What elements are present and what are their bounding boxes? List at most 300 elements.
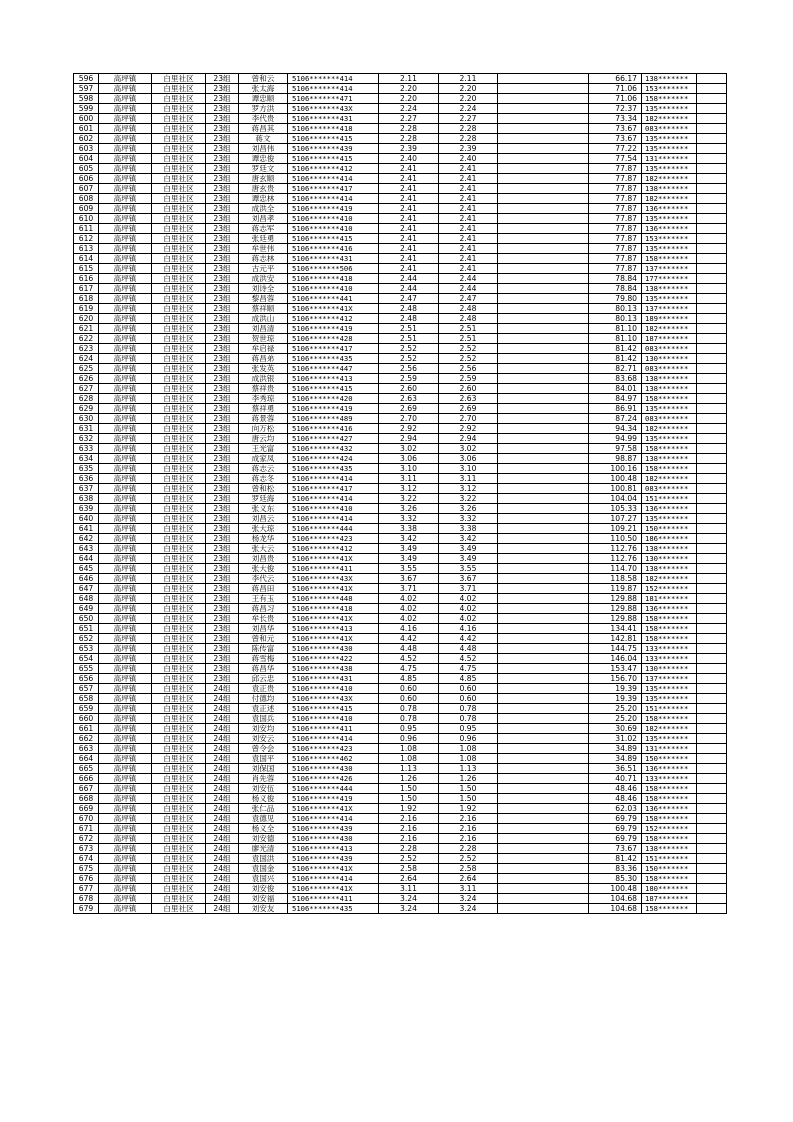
row-number: 628 <box>74 394 99 404</box>
area-cell: 3.06 <box>379 454 439 464</box>
group-cell: 23组 <box>206 244 239 254</box>
name-cell: 蒋昌其 <box>239 124 288 134</box>
blank-cell <box>498 474 589 484</box>
blank-cell-2 <box>697 644 727 654</box>
community-cell: 白里社区 <box>152 764 206 774</box>
id-number-cell: 5106*******414 <box>288 474 379 484</box>
table-row <box>74 354 727 364</box>
area-confirmed-cell: 4.16 <box>439 624 498 634</box>
town-cell: 高坪镇 <box>99 294 152 304</box>
blank-cell <box>498 754 589 764</box>
community-cell: 白里社区 <box>152 634 206 644</box>
phone-cell: 137******* <box>642 674 697 684</box>
blank-cell <box>498 614 589 624</box>
table-row <box>74 784 727 794</box>
name-cell: 曾令会 <box>239 744 288 754</box>
name-cell: 张廷勇 <box>239 234 288 244</box>
group-cell: 23组 <box>206 484 239 494</box>
table-row <box>74 644 727 654</box>
table-row <box>74 204 727 214</box>
blank-cell <box>498 554 589 564</box>
table-row <box>74 854 727 864</box>
phone-cell: 158******* <box>642 634 697 644</box>
amount-cell: 153.47 <box>589 664 642 674</box>
blank-cell-2 <box>697 694 727 704</box>
community-cell: 白里社区 <box>152 214 206 224</box>
id-number-cell: 5106*******418 <box>288 274 379 284</box>
row-number: 638 <box>74 494 99 504</box>
blank-cell-2 <box>697 474 727 484</box>
town-cell: 高坪镇 <box>99 474 152 484</box>
town-cell: 高坪镇 <box>99 174 152 184</box>
name-cell: 刘安友 <box>239 904 288 914</box>
table-row <box>74 484 727 494</box>
community-cell: 白里社区 <box>152 374 206 384</box>
row-number: 612 <box>74 234 99 244</box>
group-cell: 23组 <box>206 224 239 234</box>
phone-cell: 130******* <box>642 664 697 674</box>
group-cell: 24组 <box>206 724 239 734</box>
row-number: 662 <box>74 734 99 744</box>
amount-cell: 77.87 <box>589 234 642 244</box>
group-cell: 23组 <box>206 544 239 554</box>
name-cell: 刘安伍 <box>239 784 288 794</box>
table-row <box>74 864 727 874</box>
area-confirmed-cell: 3.11 <box>439 884 498 894</box>
area-cell: 2.28 <box>379 844 439 854</box>
phone-cell: 182******* <box>642 194 697 204</box>
phone-cell: 138******* <box>642 374 697 384</box>
row-number: 642 <box>74 534 99 544</box>
community-cell: 白里社区 <box>152 864 206 874</box>
area-confirmed-cell: 2.51 <box>439 324 498 334</box>
area-cell: 3.49 <box>379 544 439 554</box>
community-cell: 白里社区 <box>152 194 206 204</box>
id-number-cell: 5106*******441 <box>288 294 379 304</box>
phone-cell: 151******* <box>642 854 697 864</box>
area-confirmed-cell: 1.92 <box>439 804 498 814</box>
amount-cell: 77.22 <box>589 144 642 154</box>
area-confirmed-cell: 0.95 <box>439 724 498 734</box>
town-cell: 高坪镇 <box>99 244 152 254</box>
amount-cell: 19.39 <box>589 684 642 694</box>
area-confirmed-cell: 2.41 <box>439 214 498 224</box>
community-cell: 白里社区 <box>152 484 206 494</box>
area-confirmed-cell: 3.02 <box>439 444 498 454</box>
name-cell: 蒋昌弟 <box>239 354 288 364</box>
area-cell: 2.24 <box>379 104 439 114</box>
id-number-cell: 5106*******439 <box>288 854 379 864</box>
blank-cell <box>498 124 589 134</box>
blank-cell <box>498 844 589 854</box>
id-number-cell: 5106*******414 <box>288 494 379 504</box>
community-cell: 白里社区 <box>152 784 206 794</box>
name-cell: 张发英 <box>239 364 288 374</box>
table-row <box>74 724 727 734</box>
name-cell: 蒋志军 <box>239 224 288 234</box>
blank-cell-2 <box>697 704 727 714</box>
row-number: 643 <box>74 544 99 554</box>
blank-cell-2 <box>697 254 727 264</box>
phone-cell: 138******* <box>642 284 697 294</box>
id-number-cell: 5106*******41X <box>288 304 379 314</box>
area-confirmed-cell: 4.42 <box>439 634 498 644</box>
table-row <box>74 574 727 584</box>
area-cell: 4.16 <box>379 624 439 634</box>
table-row <box>74 904 727 914</box>
row-number: 600 <box>74 114 99 124</box>
id-number-cell: 5106*******41X <box>288 864 379 874</box>
area-confirmed-cell: 2.41 <box>439 244 498 254</box>
name-cell: 袁德见 <box>239 814 288 824</box>
id-number-cell: 5106*******439 <box>288 144 379 154</box>
phone-cell: 135******* <box>642 434 697 444</box>
area-cell: 4.85 <box>379 674 439 684</box>
group-cell: 23组 <box>206 444 239 454</box>
town-cell: 高坪镇 <box>99 864 152 874</box>
id-number-cell: 5106*******43X <box>288 104 379 114</box>
town-cell: 高坪镇 <box>99 284 152 294</box>
blank-cell-2 <box>697 574 727 584</box>
area-confirmed-cell: 2.16 <box>439 814 498 824</box>
name-cell: 付德均 <box>239 694 288 704</box>
community-cell: 白里社区 <box>152 884 206 894</box>
blank-cell <box>498 394 589 404</box>
name-cell: 谭忠林 <box>239 194 288 204</box>
amount-cell: 77.87 <box>589 214 642 224</box>
phone-cell: 136******* <box>642 204 697 214</box>
community-cell: 白里社区 <box>152 604 206 614</box>
community-cell: 白里社区 <box>152 264 206 274</box>
amount-cell: 98.87 <box>589 454 642 464</box>
table-row <box>74 534 727 544</box>
area-cell: 2.44 <box>379 274 439 284</box>
town-cell: 高坪镇 <box>99 424 152 434</box>
community-cell: 白里社区 <box>152 534 206 544</box>
town-cell: 高坪镇 <box>99 304 152 314</box>
group-cell: 23组 <box>206 214 239 224</box>
blank-cell-2 <box>697 734 727 744</box>
amount-cell: 97.58 <box>589 444 642 454</box>
community-cell: 白里社区 <box>152 774 206 784</box>
row-number: 615 <box>74 264 99 274</box>
phone-cell: 135******* <box>642 144 697 154</box>
amount-cell: 129.88 <box>589 594 642 604</box>
name-cell: 曾和松 <box>239 484 288 494</box>
row-number: 663 <box>74 744 99 754</box>
community-cell: 白里社区 <box>152 394 206 404</box>
blank-cell <box>498 214 589 224</box>
area-confirmed-cell: 2.20 <box>439 94 498 104</box>
town-cell: 高坪镇 <box>99 844 152 854</box>
town-cell: 高坪镇 <box>99 884 152 894</box>
area-confirmed-cell: 2.51 <box>439 334 498 344</box>
name-cell: 杨龙华 <box>239 534 288 544</box>
blank-cell-2 <box>697 314 727 324</box>
name-cell: 刘昌贵 <box>239 554 288 564</box>
area-cell: 3.12 <box>379 484 439 494</box>
town-cell: 高坪镇 <box>99 264 152 274</box>
area-cell: 2.41 <box>379 184 439 194</box>
id-number-cell: 5106*******414 <box>288 814 379 824</box>
table-row <box>74 694 727 704</box>
id-number-cell: 5106*******411 <box>288 894 379 904</box>
blank-cell <box>498 904 589 914</box>
id-number-cell: 5106*******430 <box>288 834 379 844</box>
row-number: 632 <box>74 434 99 444</box>
name-cell: 牟启禄 <box>239 344 288 354</box>
blank-cell-2 <box>697 784 727 794</box>
phone-cell: 138******* <box>642 74 697 84</box>
community-cell: 白里社区 <box>152 324 206 334</box>
blank-cell <box>498 504 589 514</box>
area-cell: 2.41 <box>379 234 439 244</box>
table-row <box>74 404 727 414</box>
row-number: 655 <box>74 664 99 674</box>
id-number-cell: 5106*******411 <box>288 564 379 574</box>
group-cell: 23组 <box>206 434 239 444</box>
blank-cell-2 <box>697 414 727 424</box>
area-confirmed-cell: 0.60 <box>439 694 498 704</box>
town-cell: 高坪镇 <box>99 354 152 364</box>
phone-cell: 158******* <box>642 794 697 804</box>
area-cell: 1.13 <box>379 764 439 774</box>
row-number: 635 <box>74 464 99 474</box>
area-cell: 3.67 <box>379 574 439 584</box>
community-cell: 白里社区 <box>152 294 206 304</box>
group-cell: 24组 <box>206 834 239 844</box>
name-cell: 王光富 <box>239 444 288 454</box>
community-cell: 白里社区 <box>152 834 206 844</box>
area-cell: 0.60 <box>379 684 439 694</box>
community-cell: 白里社区 <box>152 674 206 684</box>
id-number-cell: 5106*******431 <box>288 674 379 684</box>
area-confirmed-cell: 3.24 <box>439 904 498 914</box>
town-cell: 高坪镇 <box>99 684 152 694</box>
id-number-cell: 5106*******41X <box>288 804 379 814</box>
area-confirmed-cell: 2.28 <box>439 844 498 854</box>
phone-cell: 135******* <box>642 164 697 174</box>
area-confirmed-cell: 4.48 <box>439 644 498 654</box>
area-cell: 0.78 <box>379 714 439 724</box>
table-row <box>74 414 727 424</box>
amount-cell: 156.70 <box>589 674 642 684</box>
phone-cell: 131******* <box>642 744 697 754</box>
id-number-cell: 5106*******417 <box>288 184 379 194</box>
blank-cell <box>498 464 589 474</box>
phone-cell: 181******* <box>642 594 697 604</box>
phone-cell: 150******* <box>642 864 697 874</box>
blank-cell-2 <box>697 904 727 914</box>
name-cell: 刘安福 <box>239 894 288 904</box>
community-cell: 白里社区 <box>152 624 206 634</box>
phone-cell: 158******* <box>642 784 697 794</box>
phone-cell: 150******* <box>642 524 697 534</box>
community-cell: 白里社区 <box>152 384 206 394</box>
area-confirmed-cell: 2.44 <box>439 284 498 294</box>
table-row <box>74 614 727 624</box>
area-confirmed-cell: 2.41 <box>439 234 498 244</box>
name-cell: 成洪全 <box>239 204 288 214</box>
community-cell: 白里社区 <box>152 684 206 694</box>
community-cell: 白里社区 <box>152 644 206 654</box>
amount-cell: 19.39 <box>589 694 642 704</box>
blank-cell-2 <box>697 804 727 814</box>
area-confirmed-cell: 2.41 <box>439 264 498 274</box>
blank-cell-2 <box>697 294 727 304</box>
community-cell: 白里社区 <box>152 254 206 264</box>
id-number-cell: 5106*******426 <box>288 774 379 784</box>
name-cell: 刘昌清 <box>239 324 288 334</box>
blank-cell <box>498 794 589 804</box>
id-number-cell: 5106*******410 <box>288 504 379 514</box>
community-cell: 白里社区 <box>152 474 206 484</box>
town-cell: 高坪镇 <box>99 574 152 584</box>
group-cell: 24组 <box>206 764 239 774</box>
table-row <box>74 314 727 324</box>
blank-cell-2 <box>697 234 727 244</box>
community-cell: 白里社区 <box>152 594 206 604</box>
community-cell: 白里社区 <box>152 854 206 864</box>
area-cell: 2.70 <box>379 414 439 424</box>
phone-cell: 182******* <box>642 324 697 334</box>
group-cell: 23组 <box>206 354 239 364</box>
area-cell: 4.52 <box>379 654 439 664</box>
area-confirmed-cell: 2.16 <box>439 824 498 834</box>
town-cell: 高坪镇 <box>99 724 152 734</box>
blank-cell <box>498 664 589 674</box>
town-cell: 高坪镇 <box>99 654 152 664</box>
group-cell: 23组 <box>206 134 239 144</box>
blank-cell-2 <box>697 324 727 334</box>
row-number: 622 <box>74 334 99 344</box>
row-number: 634 <box>74 454 99 464</box>
name-cell: 蒋雪梅 <box>239 654 288 664</box>
id-number-cell: 5106*******43X <box>288 694 379 704</box>
town-cell: 高坪镇 <box>99 374 152 384</box>
id-number-cell: 5106*******410 <box>288 284 379 294</box>
table-row <box>74 604 727 614</box>
row-number: 670 <box>74 814 99 824</box>
table-row <box>74 684 727 694</box>
amount-cell: 80.13 <box>589 314 642 324</box>
table-row <box>74 554 727 564</box>
blank-cell-2 <box>697 664 727 674</box>
id-number-cell: 5106*******410 <box>288 214 379 224</box>
row-number: 677 <box>74 884 99 894</box>
community-cell: 白里社区 <box>152 584 206 594</box>
area-cell: 2.28 <box>379 124 439 134</box>
phone-cell: 135******* <box>642 134 697 144</box>
community-cell: 白里社区 <box>152 154 206 164</box>
phone-cell: 153******* <box>642 84 697 94</box>
row-number: 609 <box>74 204 99 214</box>
blank-cell-2 <box>697 874 727 884</box>
phone-cell: 158******* <box>642 614 697 624</box>
community-cell: 白里社区 <box>152 724 206 734</box>
amount-cell: 129.88 <box>589 604 642 614</box>
community-cell: 白里社区 <box>152 464 206 474</box>
area-confirmed-cell: 4.02 <box>439 594 498 604</box>
id-number-cell: 5106*******414 <box>288 514 379 524</box>
blank-cell-2 <box>697 104 727 114</box>
town-cell: 高坪镇 <box>99 184 152 194</box>
town-cell: 高坪镇 <box>99 564 152 574</box>
area-cell: 2.27 <box>379 114 439 124</box>
community-cell: 白里社区 <box>152 74 206 84</box>
table-row <box>74 804 727 814</box>
area-cell: 4.42 <box>379 634 439 644</box>
blank-cell-2 <box>697 454 727 464</box>
blank-cell <box>498 244 589 254</box>
table-row <box>74 384 727 394</box>
area-confirmed-cell: 3.26 <box>439 504 498 514</box>
row-number: 603 <box>74 144 99 154</box>
area-cell: 2.48 <box>379 314 439 324</box>
area-confirmed-cell: 3.12 <box>439 484 498 494</box>
group-cell: 24组 <box>206 784 239 794</box>
name-cell: 蔡祥贵 <box>239 384 288 394</box>
area-confirmed-cell: 2.47 <box>439 294 498 304</box>
id-number-cell: 5106*******417 <box>288 344 379 354</box>
community-cell: 白里社区 <box>152 414 206 424</box>
area-cell: 1.08 <box>379 754 439 764</box>
amount-cell: 110.50 <box>589 534 642 544</box>
name-cell: 刘安德 <box>239 834 288 844</box>
area-confirmed-cell: 3.10 <box>439 464 498 474</box>
table-row <box>74 674 727 684</box>
table-row <box>74 474 727 484</box>
amount-cell: 66.17 <box>589 74 642 84</box>
area-confirmed-cell: 2.41 <box>439 254 498 264</box>
blank-cell <box>498 84 589 94</box>
table-row <box>74 74 727 84</box>
amount-cell: 134.41 <box>589 624 642 634</box>
blank-cell <box>498 264 589 274</box>
amount-cell: 85.30 <box>589 874 642 884</box>
row-number: 626 <box>74 374 99 384</box>
amount-cell: 77.54 <box>589 154 642 164</box>
area-confirmed-cell: 3.24 <box>439 894 498 904</box>
town-cell: 高坪镇 <box>99 214 152 224</box>
amount-cell: 25.20 <box>589 714 642 724</box>
community-cell: 白里社区 <box>152 314 206 324</box>
phone-cell: 136******* <box>642 764 697 774</box>
name-cell: 贺世琼 <box>239 334 288 344</box>
row-number: 631 <box>74 424 99 434</box>
amount-cell: 104.68 <box>589 904 642 914</box>
phone-cell: 182******* <box>642 474 697 484</box>
area-cell: 2.41 <box>379 164 439 174</box>
id-number-cell: 5106*******418 <box>288 124 379 134</box>
area-cell: 2.51 <box>379 334 439 344</box>
table-row <box>74 224 727 234</box>
blank-cell <box>498 724 589 734</box>
community-cell: 白里社区 <box>152 574 206 584</box>
group-cell: 23组 <box>206 584 239 594</box>
community-cell: 白里社区 <box>152 174 206 184</box>
blank-cell-2 <box>697 554 727 564</box>
town-cell: 高坪镇 <box>99 204 152 214</box>
area-confirmed-cell: 0.96 <box>439 734 498 744</box>
group-cell: 24组 <box>206 794 239 804</box>
row-number: 619 <box>74 304 99 314</box>
phone-cell: 189******* <box>642 314 697 324</box>
amount-cell: 36.51 <box>589 764 642 774</box>
blank-cell <box>498 354 589 364</box>
group-cell: 24组 <box>206 864 239 874</box>
table-row <box>74 424 727 434</box>
